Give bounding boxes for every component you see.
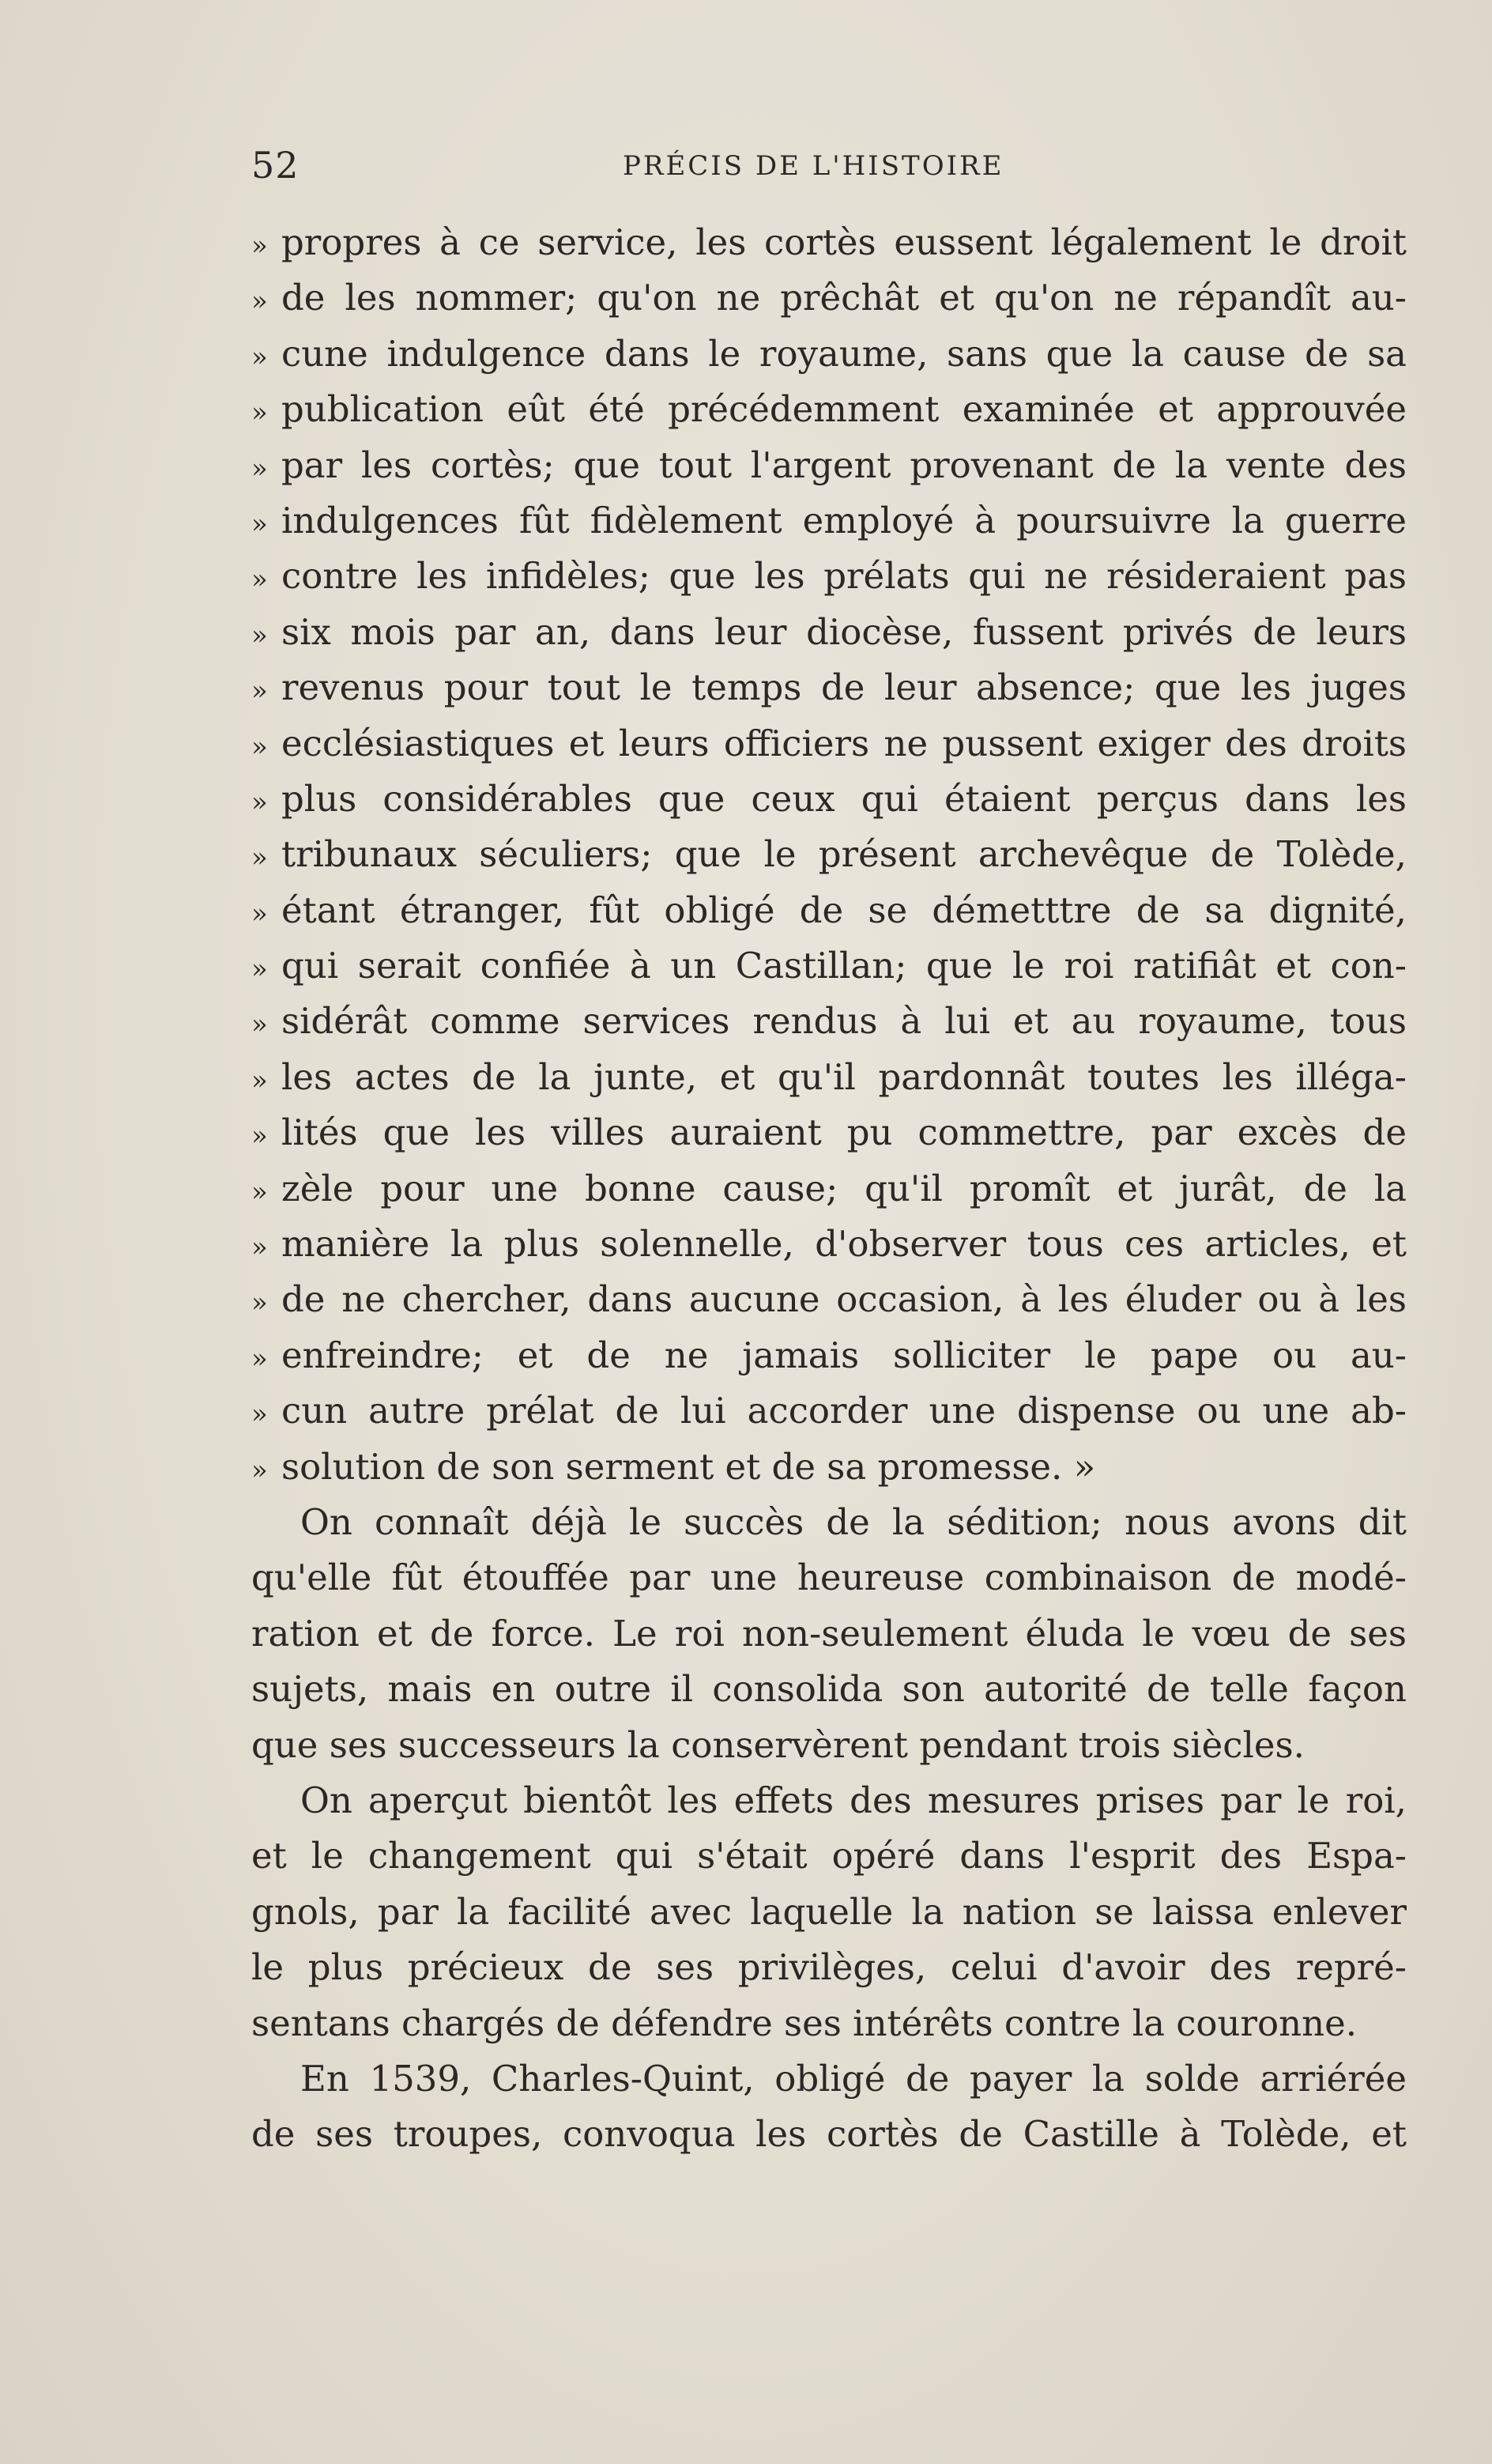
quote-mark: » [251, 564, 268, 596]
line-text: étant étranger, fût obligé de se démetttre de sa dignité, [281, 889, 1407, 931]
line-text: lités que les villes auraient pu commettre, par excès de [281, 1111, 1407, 1154]
quote-mark: » [251, 730, 268, 763]
quote-mark: » [251, 397, 268, 429]
quoted-line [251, 1272, 1407, 1327]
narrative-paragraphs [251, 1495, 1407, 2163]
quoted-line [251, 215, 1407, 270]
quote-mark: » [251, 1120, 268, 1153]
quoted-line [251, 660, 1407, 715]
quoted-line [251, 270, 1407, 326]
quoted-line [251, 549, 1407, 604]
line-text: six mois par an, dans leur diocèse, fussent privés de leurs [281, 610, 1407, 653]
quoted-line [251, 1105, 1407, 1160]
quoted-line [251, 827, 1407, 882]
quoted-line [251, 493, 1407, 549]
quote-mark: » [251, 1454, 268, 1486]
line-text: plus considérables que ceux qui étaient perçus dans les [281, 777, 1407, 820]
line-text: tribunaux séculiers; que le présent archevêque de Tolède, [281, 833, 1407, 876]
quote-mark: » [251, 786, 268, 818]
page-header [251, 144, 1413, 207]
line-text: manière la plus solennelle, d'observer tous ces articles, et [281, 1223, 1407, 1266]
quoted-line [251, 883, 1407, 938]
quote-mark: » [251, 1287, 268, 1319]
quote-mark: » [251, 1398, 268, 1431]
quoted-line [251, 994, 1407, 1049]
quoted-line [251, 938, 1407, 994]
quote-mark: » [251, 1175, 268, 1208]
page-number: 52 [251, 144, 300, 187]
quote-mark: » [251, 508, 268, 540]
quoted-line [251, 438, 1407, 493]
line-text: contre les infidèles; que les prélats qui ne résideraient pas [281, 555, 1407, 598]
line-text: les actes de la junte, et qu'il pardonnât toutes les illéga- [281, 1055, 1407, 1098]
line-text: solution de son serment et de sa promesse. » [281, 1445, 1096, 1488]
paragraph [251, 1495, 1407, 1773]
quoted-line [251, 716, 1407, 772]
quote-mark: » [251, 452, 268, 485]
line-text: enfreindre; et de ne jamais solliciter le pape ou au- [281, 1334, 1407, 1376]
quote-mark: » [251, 1064, 268, 1096]
quoted-line [251, 1440, 1407, 1495]
quote-mark: » [251, 1342, 268, 1375]
quote-mark: » [251, 230, 268, 262]
paragraph-line: sujets, mais en outre il consolida son autorité de telle façon [251, 1668, 1407, 1711]
quoted-line [251, 382, 1407, 437]
paragraph-line: En 1539, Charles-Quint, obligé de payer la solde arriérée [300, 2057, 1407, 2100]
line-text: cun autre prélat de lui accorder une dispense ou une ab- [281, 1390, 1407, 1432]
paragraph-line: On connaît déjà le succès de la sédition; nous avons dit [300, 1500, 1407, 1543]
line-text: ecclésiastiques et leurs officiers ne pussent exiger des droits [281, 722, 1407, 764]
line-text: publication eût été précédemment examinée et approuvée [281, 388, 1407, 431]
quoted-line [251, 605, 1407, 660]
quote-mark: » [251, 1232, 268, 1264]
quoted-line [251, 1050, 1407, 1105]
quote-mark: » [251, 341, 268, 373]
line-text: indulgences fût fidèlement employé à poursuivre la guerre [281, 499, 1407, 541]
quoted-line [251, 1217, 1407, 1272]
running-head: PRÉCIS DE L'HISTOIRE [623, 150, 1004, 182]
line-text: par les cortès; que tout l'argent provenant de la vente des [281, 443, 1407, 486]
quote-mark: » [251, 675, 268, 708]
paragraph-line: que ses successeurs la conservèrent pendant trois siècles. [251, 1723, 1305, 1766]
line-text: revenus pour tout le temps de leur absence; que les juges [281, 666, 1407, 709]
quoted-passage [251, 215, 1407, 1495]
line-text: zèle pour une bonne cause; qu'il promît et jurât, de la [281, 1167, 1407, 1209]
quoted-line [251, 326, 1407, 382]
body-text [251, 215, 1407, 2163]
quoted-line [251, 1383, 1407, 1439]
paragraph [251, 1773, 1407, 2051]
paragraph-line: qu'elle fût étouffée par une heureuse combinaison de modé- [251, 1557, 1407, 1599]
paragraph-line: de ses troupes, convoqua les cortès de Castille à Tolède, et [251, 2113, 1407, 2156]
line-text: qui serait confiée à un Castillan; que le roi ratifiât et con- [281, 945, 1407, 987]
paragraph-line: le plus précieux de ses privilèges, celui d'avoir des repré- [251, 1946, 1407, 1989]
line-text: de ne chercher, dans aucune occasion, à les éluder ou à les [281, 1278, 1407, 1321]
quote-mark: » [251, 619, 268, 651]
quoted-line [251, 772, 1407, 827]
paragraph-line: et le changement qui s'était opéré dans l'esprit des Espa- [251, 1835, 1407, 1877]
paragraph [251, 2051, 1407, 2163]
paragraph-line: On aperçut bientôt les effets des mesures prises par le roi, [300, 1779, 1407, 1821]
quote-mark: » [251, 285, 268, 318]
quote-mark: » [251, 897, 268, 930]
line-text: sidérât comme services rendus à lui et au royaume, tous [281, 1000, 1407, 1043]
quote-mark: » [251, 1009, 268, 1041]
paragraph-line: ration et de force. Le roi non-seulement éluda le vœu de ses [251, 1612, 1407, 1655]
paragraph-line: gnols, par la facilité avec laquelle la nation se laissa enlever [251, 1890, 1407, 1933]
quoted-line [251, 1161, 1407, 1217]
paragraph-line: sentans chargés de défendre ses intérêts contre la couronne. [251, 2002, 1357, 2044]
quote-mark: » [251, 953, 268, 986]
line-text: de les nommer; qu'on ne prêchât et qu'on ne répandît au- [281, 277, 1407, 319]
line-text: cune indulgence dans le royaume, sans que la cause de sa [281, 332, 1407, 375]
line-text: propres à ce service, les cortès eussent légalement le droit [281, 221, 1407, 263]
quoted-line [251, 1328, 1407, 1383]
quote-mark: » [251, 842, 268, 874]
